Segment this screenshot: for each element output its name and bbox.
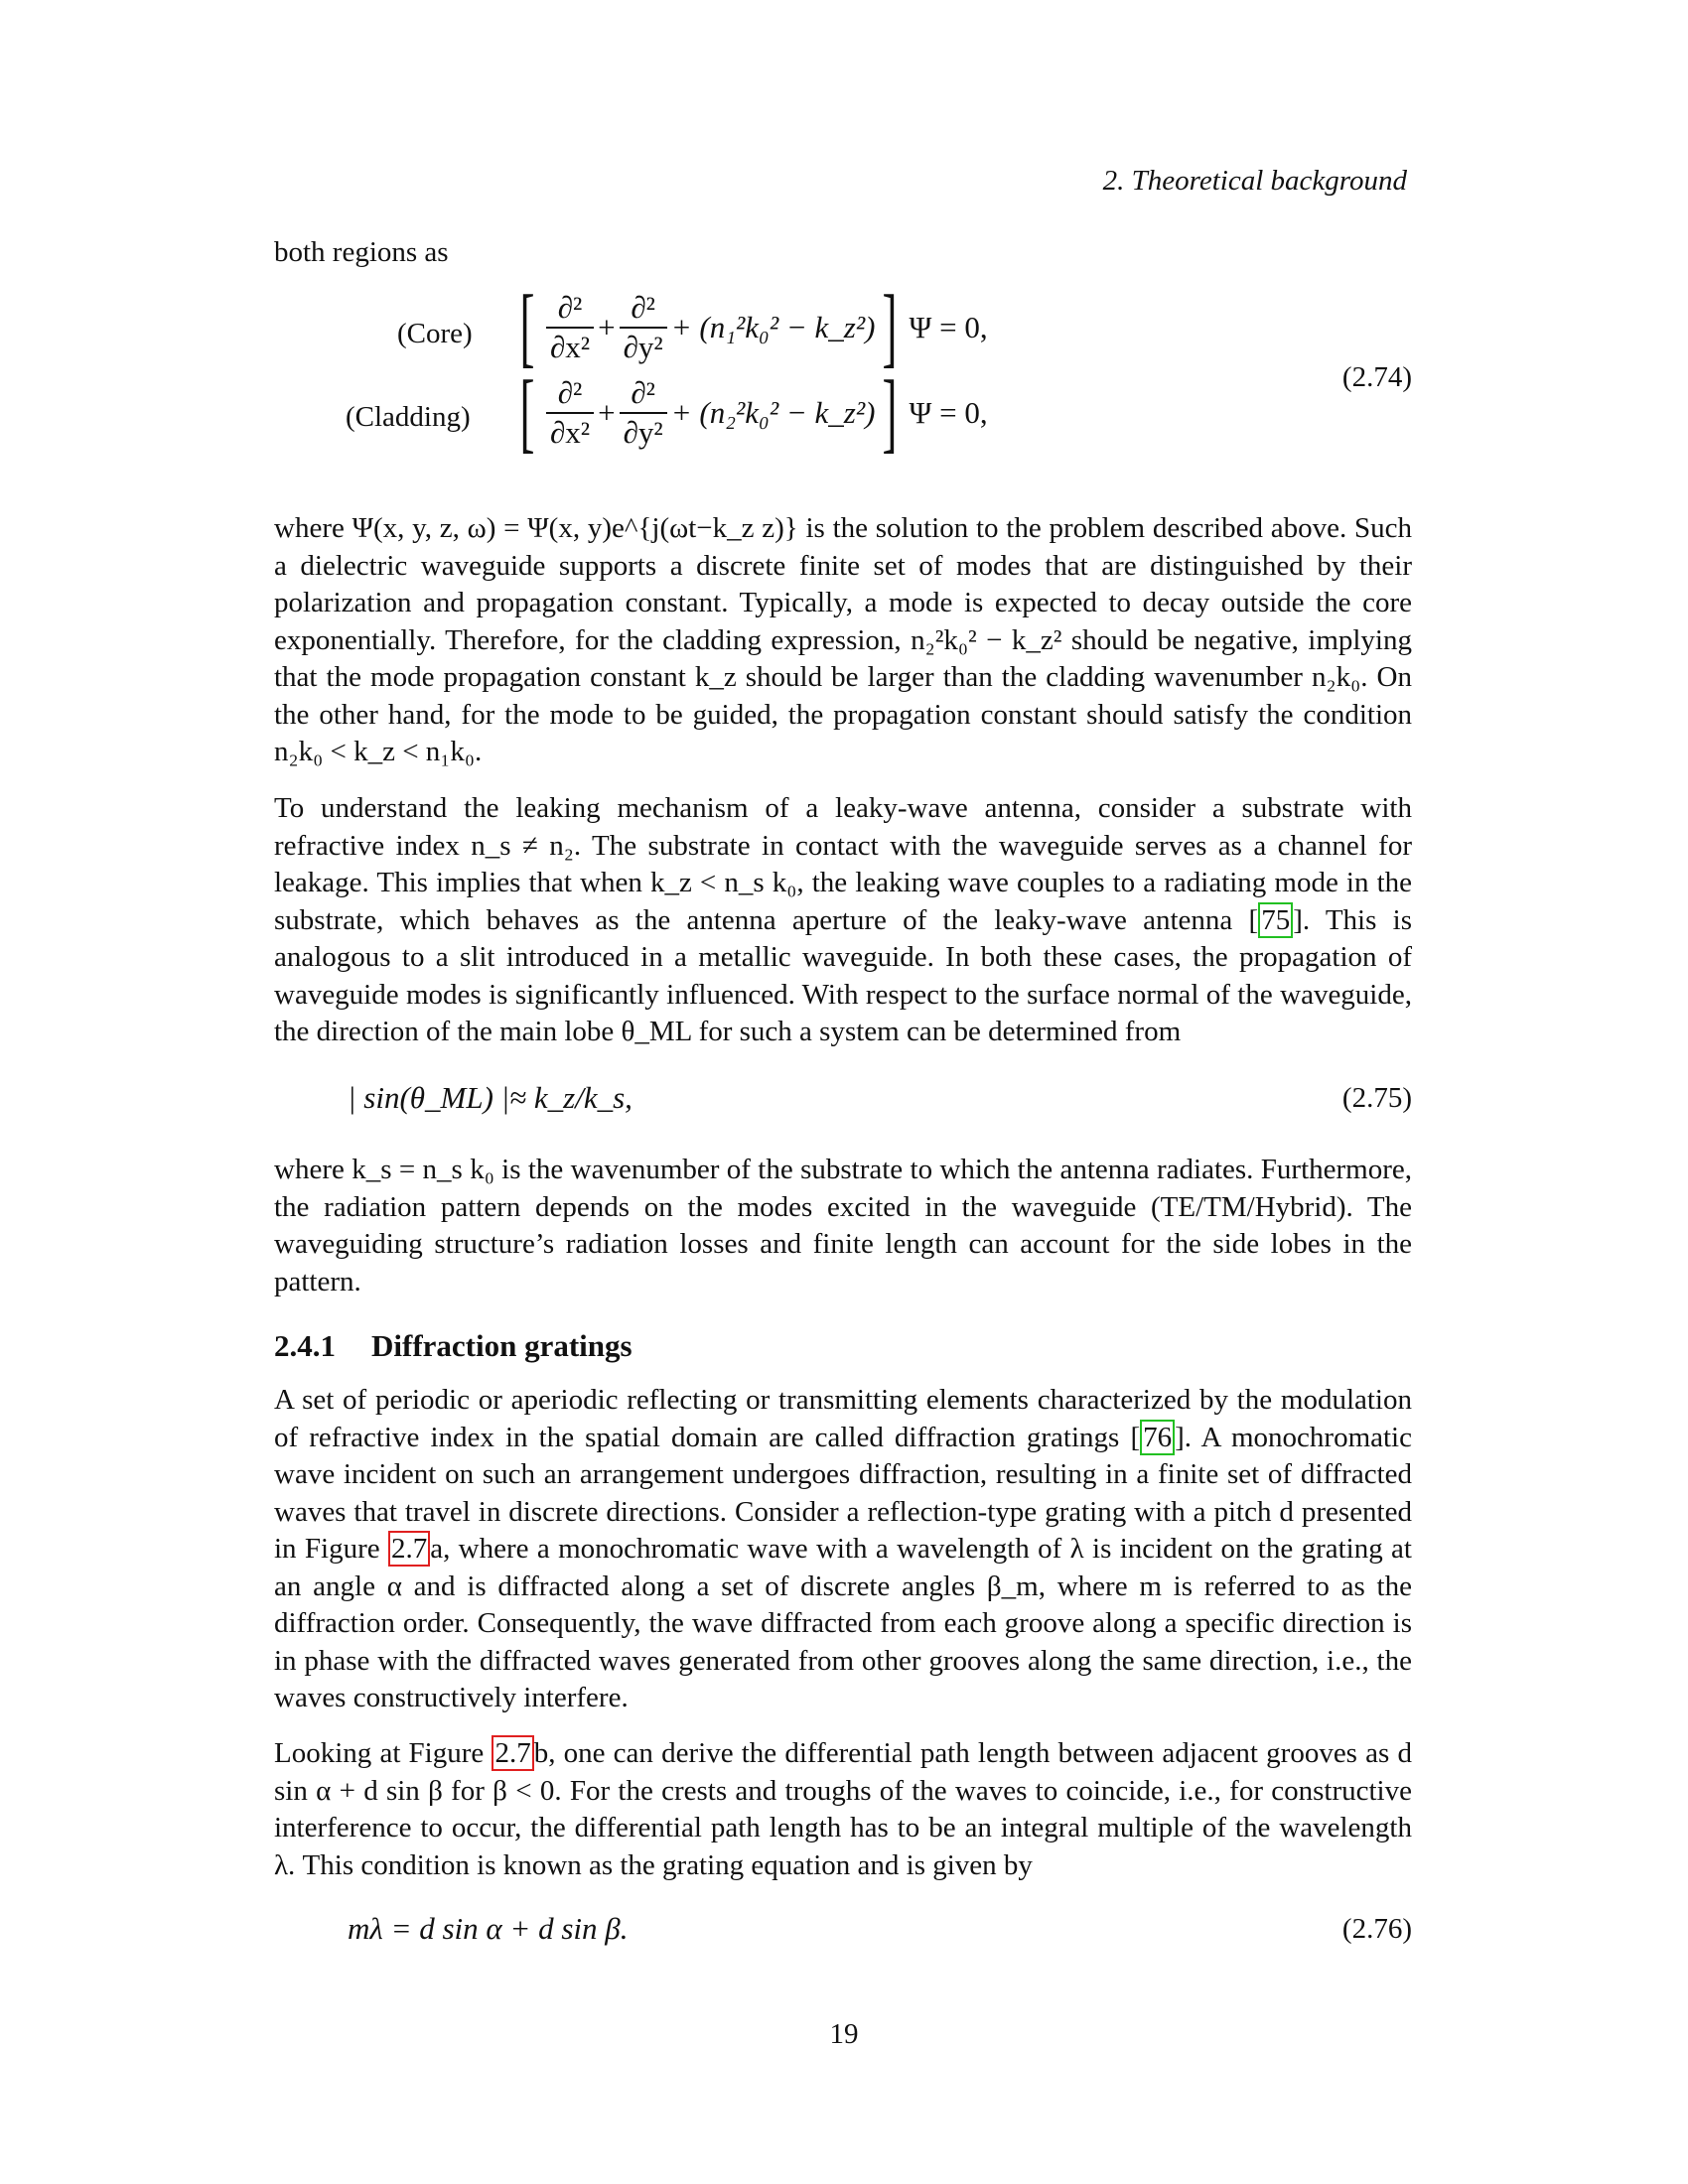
- equation-2-76: [274, 1911, 1412, 1951]
- cladding-term: + (n₂²k₀² − k_z²): [670, 395, 876, 430]
- core-equation: [ $\frac{\text{∂²}}{\text{∂x²}}$ + $\frac{\text{∂²}}{\text{∂y²}}$ + (n₁²k₀² − k_z²) ] Ψ = 0,: [519, 278, 988, 376]
- cladding-label: (Cladding): [346, 401, 471, 433]
- citation-75[interactable]: 75: [1258, 902, 1293, 938]
- core-label: (Core): [397, 318, 473, 349]
- equation-2-76-body: mλ = d sin α + d sin β.: [348, 1911, 629, 1946]
- paragraph-5: Looking at Figure 2.7 b, one can derive the differential path length between adjacent grooves as d sin α + d sin β for β < 0. For the crests and troughs of the waves to coincide, i.e., for constructive interference to occur, the differential path length has to be an integral multiple of the wavelength λ. This condition is known as the grating equation and is given by: [274, 1737, 1412, 1881]
- cladding-equation: [ $\frac{\text{∂²}}{\text{∂x²}}$ + $\frac{\text{∂²}}{\text{∂y²}}$ + (n₂²k₀² − k_z²) ] Ψ = 0,: [519, 363, 988, 462]
- core-rhs: Ψ = 0,: [909, 310, 988, 344]
- section-title: Diffraction gratings: [371, 1328, 633, 1363]
- intro-text: both regions as: [274, 236, 449, 268]
- cladding-rhs: Ψ = 0,: [909, 395, 988, 430]
- paragraph-4: A set of periodic or aperiodic reflecting or transmitting elements characterized by the modulation of refractive index in the spatial domain are called diffraction gratings [ 76 ]. A monochromatic wave incident on such an arrangement undergoes diffraction, resulting in a finite set of diffracted waves that travel in discrete directions. Consider a reflection-type grating with a pitch d presented in Figure 2.7 a, where a monochromatic wave with a wavelength of λ is incident on the grating at an angle α and is diffracted along a set of discrete angles β_m, where m is referred to as the diffraction order. Consequently, the wave diffracted from each groove along a specific direction is in phase with the diffracted waves generated from other grooves along the same direction, i.e., the waves constructively interfere.: [274, 1384, 1412, 1713]
- equation-number-2-74: (2.74): [1341, 361, 1412, 393]
- paragraph-1: where Ψ(x, y, z, ω) = Ψ(x, y)e^{j(ωt−k_z z)} is the solution to the problem described above. Such a dielectric waveguide supports a discrete finite set of modes that are distinguished by their polarization and propagation constant. Typically, a mode is expected to decay outside the core exponentially. Therefore, for the cladding expression, n₂²k₀² − k_z² should be negative, implying that the mode propagation constant k_z should be larger than the cladding wavenumber n₂k₀. On the other hand, for the mode to be guided, the propagation constant should satisfy the condition n₂k₀ < k_z < n₁k₀.: [274, 512, 1412, 767]
- figure-ref-2-7a[interactable]: 2.7: [388, 1531, 430, 1567]
- equation-2-75-body: | sin(θ_ML) |≈ k_z/k_s,: [348, 1080, 633, 1115]
- core-term: + (n₁²k₀² − k_z²): [670, 310, 876, 344]
- equation-2-74: [274, 278, 1412, 486]
- equation-number-2-76: (2.76): [1341, 1913, 1412, 1945]
- section-heading: [274, 1328, 633, 1364]
- citation-76[interactable]: 76: [1140, 1420, 1175, 1455]
- equation-number-2-75: (2.75): [1341, 1082, 1412, 1114]
- section-number: 2.4.1: [274, 1328, 336, 1363]
- paragraph-2: To understand the leaking mechanism of a leaky-wave antenna, consider a substrate with refractive index n_s ≠ n₂. The substrate in contact with the waveguide serves as a channel for leakage. This implies that when k_z < n_s k₀, the leaking wave couples to a radiating mode in the substrate, which behaves as the antenna aperture of the leaky-wave antenna [ 75 ]. This is analogous to a slit introduced in a metallic waveguide. In both these cases, the propagation of waveguide modes is significantly influenced. With respect to the surface normal of the waveguide, the direction of the main lobe θ_ML for such a system can be determined from: [274, 792, 1412, 1047]
- page-number: 19: [829, 2018, 859, 2050]
- equation-2-75: [274, 1080, 1412, 1120]
- figure-ref-2-7b[interactable]: 2.7: [492, 1735, 533, 1771]
- running-head: 2. Theoretical background: [1102, 165, 1407, 197]
- paragraph-3: where k_s = n_s k₀ is the wavenumber of the substrate to which the antenna radiates. Furthermore, the radiation pattern depends on the modes excited in the waveguide (TE/TM/Hybrid). The waveguiding structure’s radiation losses and finite length can account for the side lobes in the pattern.: [274, 1154, 1412, 1297]
